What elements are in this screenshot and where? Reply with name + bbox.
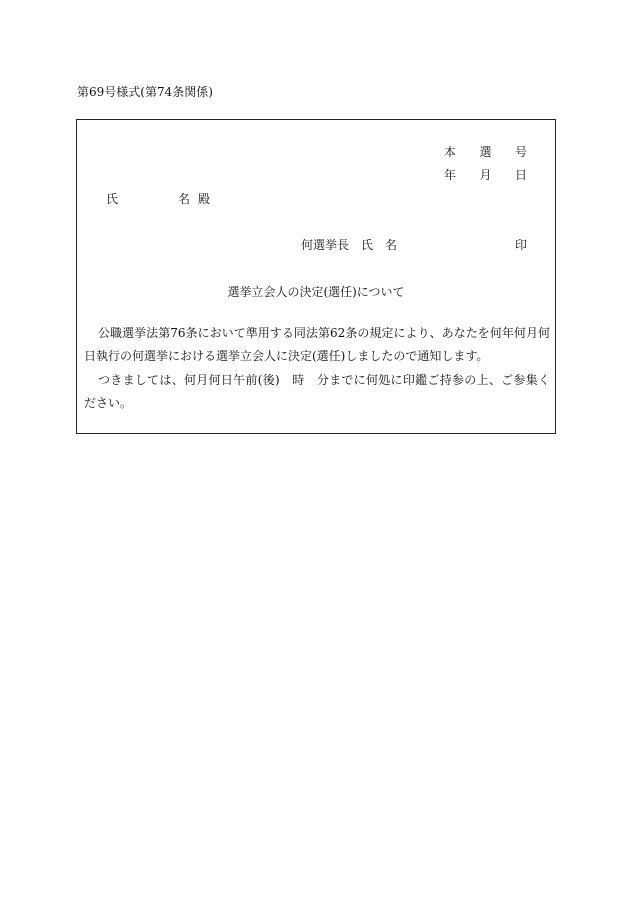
issuer-name-first: 氏 [361, 238, 374, 252]
body-paragraph-2: つきましては、何月何日午前(後) 時 分までに何処に印鑑ご持参の上、ご参集ください。 [84, 373, 550, 410]
notice-frame [76, 119, 556, 434]
addressee-line [106, 191, 210, 207]
document-number-middle: 選 [479, 145, 492, 159]
issuer-name-second: 名 [385, 238, 398, 252]
addressee-honorific: 殿 [198, 192, 211, 206]
body-paragraph-1: 公職選挙法第76条において準用する同法第62条の規定により、あなたを何年何月何日執行の何選挙における選挙立会人に決定(選任)しましたので通知します。 [84, 326, 550, 363]
notice-subject: 選挙立会人の決定(選任)について [227, 285, 405, 299]
addressee-name-second: 名 [178, 192, 191, 206]
document-number-prefix: 本 [444, 145, 457, 159]
issue-date-line [444, 167, 527, 183]
addressee-name-first: 氏 [106, 192, 119, 206]
issuer-line [301, 237, 397, 253]
form-number-title: 第69号様式(第74条関係) [77, 85, 213, 99]
date-day: 日 [514, 168, 527, 182]
issuer-title: 何選挙長 [301, 238, 350, 252]
document-number-line [444, 144, 527, 160]
date-month: 月 [479, 168, 492, 182]
date-year: 年 [444, 168, 457, 182]
document-number-suffix: 号 [514, 145, 527, 159]
seal-mark: 印 [515, 238, 528, 252]
